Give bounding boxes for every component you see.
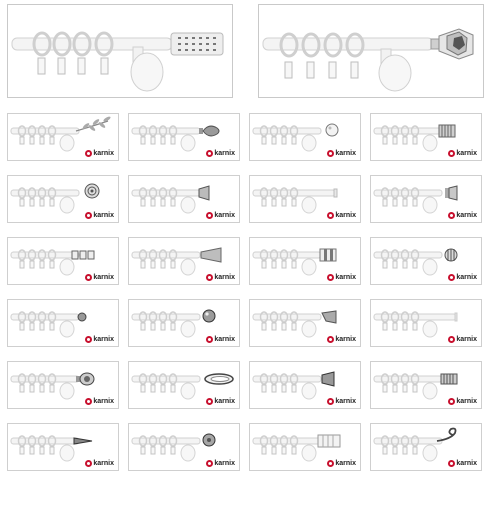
brand-mark-icon [85, 460, 92, 467]
product-tile[interactable] [249, 361, 361, 409]
brand-name: karnix [93, 212, 114, 219]
brand-logo [448, 460, 477, 467]
product-tile[interactable] [370, 299, 482, 347]
product-tile[interactable] [128, 299, 240, 347]
brand-name: karnix [93, 460, 114, 467]
brand-name: karnix [93, 336, 114, 343]
brand-name: karnix [93, 274, 114, 281]
finial-shape [320, 249, 336, 261]
brand-mark-icon [327, 336, 334, 343]
brand-logo [448, 150, 477, 157]
featured-product-2[interactable] [258, 4, 484, 98]
finial-shape [439, 125, 455, 137]
brand-name: karnix [214, 336, 235, 343]
brand-name: karnix [456, 274, 477, 281]
product-tile[interactable] [7, 113, 119, 161]
brand-logo [85, 336, 114, 343]
brand-mark-icon [327, 212, 334, 219]
brand-name: karnix [335, 212, 356, 219]
product-tile[interactable] [7, 423, 119, 471]
brand-mark-icon [206, 460, 213, 467]
brand-mark-icon [327, 398, 334, 405]
product-tile[interactable] [370, 361, 482, 409]
brand-logo [206, 274, 235, 281]
brand-name: karnix [335, 460, 356, 467]
brand-logo [448, 336, 477, 343]
brand-mark-icon [85, 398, 92, 405]
brand-name: karnix [93, 398, 114, 405]
brand-name: karnix [456, 336, 477, 343]
brand-name: karnix [335, 398, 356, 405]
product-tile[interactable] [7, 361, 119, 409]
product-tile[interactable] [249, 423, 361, 471]
brand-logo [85, 274, 114, 281]
brand-name: karnix [214, 398, 235, 405]
finial-shape [441, 374, 457, 384]
brand-logo [327, 336, 356, 343]
finial-shape [445, 186, 457, 200]
brand-mark-icon [327, 460, 334, 467]
brand-mark-icon [327, 274, 334, 281]
finial-shape [203, 434, 215, 446]
product-tile[interactable] [370, 113, 482, 161]
product-tile[interactable] [370, 175, 482, 223]
brand-logo [85, 460, 114, 467]
finial-shape [322, 311, 336, 323]
product-tile[interactable] [249, 175, 361, 223]
finial-shape [76, 116, 111, 132]
finial-shape [326, 124, 338, 136]
brand-logo [327, 212, 356, 219]
product-tile[interactable] [370, 423, 482, 471]
finial-shape [201, 248, 221, 262]
brand-mark-icon [206, 274, 213, 281]
finial-shape [72, 251, 94, 259]
finial-shape [322, 372, 334, 386]
brand-mark-icon [327, 150, 334, 157]
finial-shape [199, 186, 209, 200]
brand-logo [448, 274, 477, 281]
product-tile[interactable] [128, 175, 240, 223]
brand-mark-icon [85, 336, 92, 343]
brand-name: karnix [214, 150, 235, 157]
finial-shape [74, 438, 92, 444]
brand-logo [327, 150, 356, 157]
brand-logo [85, 150, 114, 157]
finial-shape [318, 435, 340, 447]
brand-mark-icon [206, 212, 213, 219]
brand-logo [85, 398, 114, 405]
product-tile[interactable] [128, 423, 240, 471]
finial-shape [455, 313, 457, 321]
brand-name: karnix [456, 398, 477, 405]
finial-shape [205, 374, 233, 384]
product-tile[interactable] [249, 113, 361, 161]
brand-name: karnix [335, 336, 356, 343]
brand-mark-icon [85, 150, 92, 157]
finial-shape [334, 189, 337, 197]
brand-logo [206, 150, 235, 157]
brand-logo [206, 212, 235, 219]
brand-name: karnix [456, 460, 477, 467]
brand-name: karnix [93, 150, 114, 157]
brand-logo [448, 398, 477, 405]
product-tile[interactable] [7, 299, 119, 347]
finial-shape [78, 313, 86, 321]
brand-mark-icon [448, 398, 455, 405]
brand-name: karnix [456, 212, 477, 219]
brand-mark-icon [206, 150, 213, 157]
product-tile[interactable] [249, 237, 361, 285]
product-tile[interactable] [128, 361, 240, 409]
brand-name: karnix [214, 212, 235, 219]
curtain-rod-image [8, 5, 234, 99]
finial-shape [431, 29, 473, 59]
product-tile[interactable] [249, 299, 361, 347]
brand-name: karnix [214, 274, 235, 281]
brand-mark-icon [448, 274, 455, 281]
brand-mark-icon [448, 150, 455, 157]
finial-shape [199, 126, 219, 136]
brand-logo [327, 274, 356, 281]
curtain-rod-image [259, 5, 485, 99]
product-tile[interactable] [7, 175, 119, 223]
brand-mark-icon [206, 336, 213, 343]
brand-mark-icon [448, 460, 455, 467]
product-tile[interactable] [128, 237, 240, 285]
product-tile[interactable] [370, 237, 482, 285]
featured-product-1[interactable] [7, 4, 233, 98]
brand-name: karnix [335, 274, 356, 281]
brand-logo [327, 460, 356, 467]
brand-logo [206, 398, 235, 405]
brand-logo [85, 212, 114, 219]
brand-name: karnix [214, 460, 235, 467]
product-tile[interactable] [7, 237, 119, 285]
finial-shape [85, 184, 99, 198]
brand-name: karnix [335, 150, 356, 157]
brand-logo [206, 336, 235, 343]
brand-name: karnix [456, 150, 477, 157]
brand-logo [327, 398, 356, 405]
finial-shape [76, 373, 94, 385]
brand-mark-icon [448, 336, 455, 343]
brand-mark-icon [206, 398, 213, 405]
brand-logo [448, 212, 477, 219]
brand-mark-icon [85, 212, 92, 219]
brand-mark-icon [85, 274, 92, 281]
product-tile[interactable] [128, 113, 240, 161]
finial-shape [203, 310, 215, 322]
finial-shape [445, 249, 457, 261]
brand-logo [206, 460, 235, 467]
brand-mark-icon [448, 212, 455, 219]
